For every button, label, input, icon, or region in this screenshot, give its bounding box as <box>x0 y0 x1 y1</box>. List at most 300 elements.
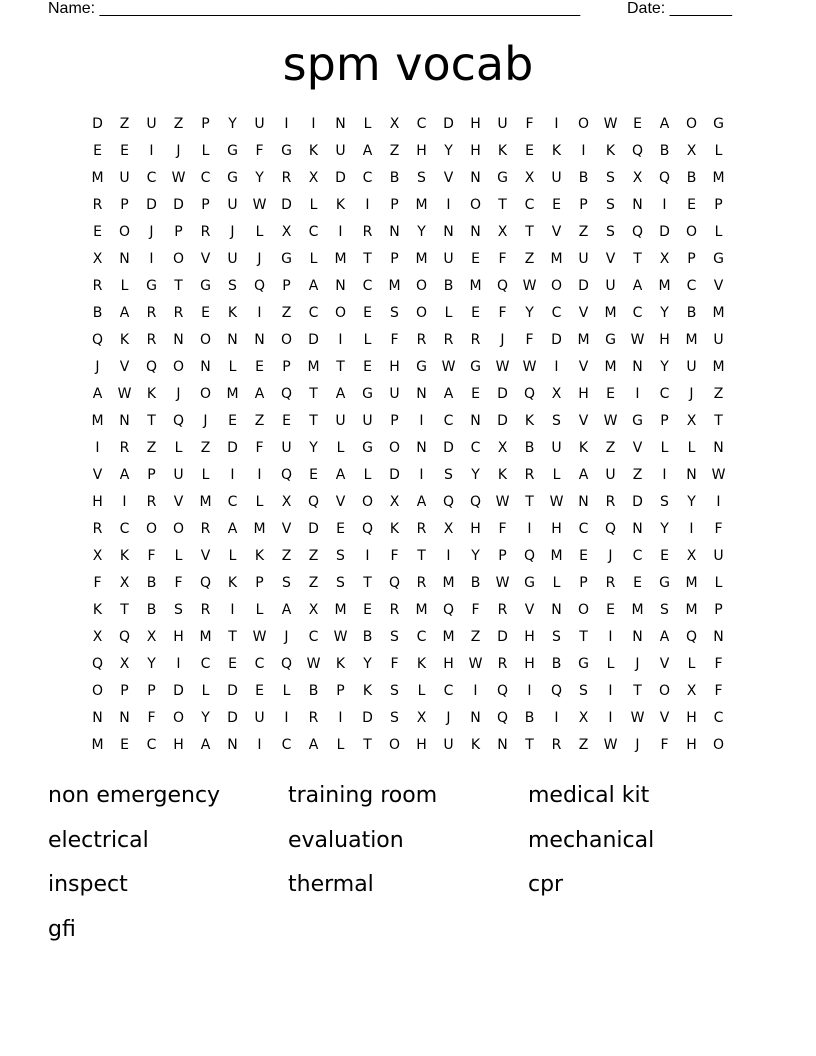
grid-letter: X <box>686 548 697 564</box>
grid-letter: I <box>311 116 316 132</box>
grid-letter: J <box>446 710 451 726</box>
grid-letter: Z <box>281 548 292 564</box>
grid-letter: T <box>525 737 534 753</box>
grid-letter: T <box>498 197 507 213</box>
grid-letter: W <box>495 359 510 375</box>
grid-letter: Y <box>687 494 696 510</box>
grid-letter: Q <box>442 602 455 618</box>
grid-letter: K <box>470 737 481 753</box>
grid-letter: T <box>363 251 372 267</box>
grid-letter: K <box>227 575 238 591</box>
grid-letter: K <box>416 656 427 672</box>
grid-letter: J <box>176 143 181 159</box>
grid-letter: E <box>93 224 102 240</box>
grid-letter: L <box>201 683 210 699</box>
grid-letter: N <box>713 440 724 456</box>
grid-letter: L <box>660 440 669 456</box>
grid-letter: I <box>608 683 613 699</box>
grid-letter: P <box>714 197 723 213</box>
grid-letter: N <box>92 710 103 726</box>
grid-letter: O <box>550 278 563 294</box>
grid-letter: X <box>119 575 130 591</box>
grid-letter: V <box>281 521 292 537</box>
grid-letter: L <box>687 440 696 456</box>
grid-letter: E <box>471 305 480 321</box>
grid-letter: W <box>711 467 726 483</box>
grid-letter: Q <box>685 629 698 645</box>
grid-letter: I <box>554 116 559 132</box>
grid-letter: S <box>390 629 399 645</box>
grid-letter: J <box>284 629 289 645</box>
grid-letter: U <box>497 116 508 132</box>
grid-letter: J <box>95 359 100 375</box>
grid-letter: L <box>309 197 318 213</box>
grid-letter: F <box>147 710 156 726</box>
grid-letter: H <box>551 521 562 537</box>
grid-letter: J <box>230 224 235 240</box>
grid-letter: T <box>363 575 372 591</box>
grid-letter: M <box>415 251 428 267</box>
grid-letter: I <box>554 359 559 375</box>
grid-letter: A <box>119 305 130 321</box>
grid-letter: T <box>525 224 534 240</box>
grid-letter: U <box>227 251 238 267</box>
grid-letter: O <box>91 683 104 699</box>
grid-letter: A <box>254 386 265 402</box>
grid-letter: N <box>254 332 265 348</box>
grid-letter: V <box>443 170 454 186</box>
page-title: spm vocab <box>282 37 534 91</box>
grid-letter: Q <box>361 521 374 537</box>
grid-letter: P <box>201 197 210 213</box>
grid-letter: F <box>390 548 399 564</box>
grid-letter: B <box>146 602 157 618</box>
grid-letter: M <box>712 359 725 375</box>
grid-letter: Z <box>578 737 589 753</box>
grid-letter: H <box>578 386 589 402</box>
grid-letter: X <box>632 170 643 186</box>
grid-letter: L <box>714 224 723 240</box>
grid-letter: M <box>712 305 725 321</box>
grid-letter: R <box>524 467 535 483</box>
grid-letter: T <box>309 386 318 402</box>
grid-letter: M <box>550 251 563 267</box>
grid-letter: U <box>146 116 157 132</box>
grid-letter: D <box>632 494 643 510</box>
grid-letter: L <box>714 143 723 159</box>
grid-letter: N <box>470 224 481 240</box>
grid-letter: R <box>470 332 481 348</box>
grid-letter: I <box>473 683 478 699</box>
grid-letter: C <box>713 710 724 726</box>
grid-letter: E <box>282 413 291 429</box>
grid-letter: Y <box>363 656 372 672</box>
grid-letter: O <box>199 386 212 402</box>
grid-letter: Q <box>91 332 104 348</box>
grid-letter: B <box>659 143 670 159</box>
grid-letter: C <box>146 737 157 753</box>
grid-letter: U <box>173 467 184 483</box>
grid-letter: Q <box>523 548 536 564</box>
grid-letter: Q <box>199 575 212 591</box>
grid-letter: N <box>632 521 643 537</box>
grid-letter: I <box>257 737 262 753</box>
grid-letter: M <box>442 575 455 591</box>
grid-letter: E <box>228 413 237 429</box>
grid-letter: W <box>495 494 510 510</box>
grid-letter: Q <box>604 521 617 537</box>
grid-letter: P <box>255 575 264 591</box>
date-field-label: Date: _______ <box>627 0 732 17</box>
grid-letter: D <box>227 440 238 456</box>
grid-letter: W <box>441 359 456 375</box>
grid-letter: J <box>635 737 640 753</box>
grid-letter: L <box>201 143 210 159</box>
grid-letter: F <box>174 575 183 591</box>
grid-letter: X <box>578 710 589 726</box>
grid-letter: N <box>200 359 211 375</box>
grid-letter: U <box>227 197 238 213</box>
grid-letter: M <box>604 305 617 321</box>
grid-letter: L <box>282 683 291 699</box>
grid-letter: E <box>93 143 102 159</box>
grid-letter: K <box>362 683 373 699</box>
grid-letter: N <box>470 413 481 429</box>
grid-letter: V <box>173 494 184 510</box>
grid-letter: G <box>470 359 481 375</box>
grid-letter: I <box>446 548 451 564</box>
grid-letter: C <box>200 170 211 186</box>
grid-letter: I <box>527 683 532 699</box>
grid-letter: H <box>173 737 184 753</box>
word-list-item: training room <box>288 783 438 808</box>
grid-letter: U <box>281 440 292 456</box>
grid-letter: C <box>308 305 319 321</box>
grid-letter: X <box>497 224 508 240</box>
name-field-label: Name: ______________________________________________________ <box>48 0 581 17</box>
grid-letter: Z <box>146 440 157 456</box>
grid-letter: H <box>686 710 697 726</box>
grid-letter: X <box>281 494 292 510</box>
grid-letter: S <box>552 413 561 429</box>
grid-letter: I <box>608 710 613 726</box>
grid-letter: V <box>632 440 643 456</box>
grid-letter: Z <box>713 386 724 402</box>
grid-letter: Q <box>253 278 266 294</box>
grid-letter: M <box>307 359 320 375</box>
grid-letter: L <box>363 332 372 348</box>
grid-letter: G <box>713 251 724 267</box>
grid-letter: X <box>659 251 670 267</box>
grid-letter: D <box>146 197 157 213</box>
grid-letter: T <box>579 629 588 645</box>
grid-letter: E <box>552 197 561 213</box>
grid-letter: I <box>419 467 424 483</box>
grid-letter: A <box>308 737 319 753</box>
grid-letter: P <box>147 683 156 699</box>
grid-letter: H <box>92 494 103 510</box>
grid-letter: S <box>390 710 399 726</box>
grid-letter: X <box>524 170 535 186</box>
grid-letter: E <box>579 548 588 564</box>
grid-letter: R <box>92 197 103 213</box>
grid-letter: U <box>254 710 265 726</box>
grid-letter: Q <box>631 143 644 159</box>
grid-letter: O <box>118 224 131 240</box>
grid-letter: O <box>388 440 401 456</box>
grid-letter: V <box>659 656 670 672</box>
grid-letter: N <box>389 224 400 240</box>
grid-letter: T <box>120 602 129 618</box>
grid-letter: F <box>498 305 507 321</box>
grid-letter: X <box>389 494 400 510</box>
grid-letter: S <box>579 683 588 699</box>
grid-letter: O <box>577 116 590 132</box>
grid-letter: U <box>605 278 616 294</box>
grid-letter: Q <box>496 683 509 699</box>
grid-letter: G <box>227 143 238 159</box>
grid-letter: M <box>253 521 266 537</box>
grid-letter: W <box>630 710 645 726</box>
grid-letter: D <box>443 440 454 456</box>
grid-letter: G <box>227 170 238 186</box>
grid-letter: C <box>578 521 589 537</box>
grid-letter: X <box>686 683 697 699</box>
grid-letter: D <box>362 710 373 726</box>
grid-letter: E <box>606 602 615 618</box>
grid-letter: M <box>91 737 104 753</box>
grid-letter: O <box>172 710 185 726</box>
grid-letter: I <box>662 467 667 483</box>
grid-letter: Q <box>658 170 671 186</box>
grid-letter: R <box>389 602 400 618</box>
word-list <box>48 777 788 955</box>
grid-letter: X <box>92 251 103 267</box>
grid-letter: X <box>686 413 697 429</box>
grid-letter: U <box>713 548 724 564</box>
grid-letter: K <box>497 143 508 159</box>
grid-letter: I <box>662 197 667 213</box>
grid-letter: F <box>714 683 723 699</box>
grid-letter: O <box>145 521 158 537</box>
grid-letter: P <box>390 413 399 429</box>
grid-letter: O <box>172 521 185 537</box>
grid-letter: M <box>334 251 347 267</box>
grid-letter: V <box>92 467 103 483</box>
grid-letter: F <box>390 656 399 672</box>
grid-letter: D <box>173 197 184 213</box>
grid-letter: I <box>284 710 289 726</box>
grid-letter: V <box>578 413 589 429</box>
grid-letter: C <box>200 656 211 672</box>
grid-letter: N <box>578 494 589 510</box>
grid-letter: S <box>174 602 183 618</box>
word-list-item: evaluation <box>288 827 404 853</box>
grid-letter: F <box>93 575 102 591</box>
grid-letter: Q <box>280 386 293 402</box>
grid-letter: P <box>120 683 129 699</box>
grid-letter: F <box>660 737 669 753</box>
grid-letter: N <box>497 737 508 753</box>
grid-letter: G <box>632 413 643 429</box>
grid-letter: X <box>119 656 130 672</box>
grid-letter: Q <box>307 494 320 510</box>
grid-letter: Z <box>605 440 616 456</box>
grid-letter: M <box>199 494 212 510</box>
grid-letter: V <box>551 224 562 240</box>
grid-letter: V <box>659 710 670 726</box>
grid-letter: P <box>498 548 507 564</box>
grid-letter: Y <box>660 521 669 537</box>
grid-letter: F <box>255 143 264 159</box>
grid-letter: T <box>633 251 642 267</box>
grid-letter: J <box>257 251 262 267</box>
grid-letter: S <box>660 494 669 510</box>
grid-letter: R <box>443 332 454 348</box>
grid-letter: A <box>119 467 130 483</box>
grid-letter: Y <box>471 548 480 564</box>
grid-letter: W <box>522 278 537 294</box>
grid-letter: M <box>469 278 482 294</box>
grid-letter: Y <box>309 440 318 456</box>
grid-letter: O <box>199 332 212 348</box>
grid-letter: L <box>687 656 696 672</box>
grid-letter: A <box>659 629 670 645</box>
grid-letter: A <box>200 737 211 753</box>
grid-letter: D <box>551 332 562 348</box>
grid-letter: K <box>497 467 508 483</box>
grid-letter: R <box>497 656 508 672</box>
grid-letter: S <box>660 602 669 618</box>
grid-letter: F <box>714 656 723 672</box>
grid-letter: Y <box>255 170 264 186</box>
grid-letter: W <box>171 170 186 186</box>
grid-letter: A <box>335 467 346 483</box>
grid-letter: I <box>527 521 532 537</box>
grid-letter: C <box>362 278 373 294</box>
grid-letter: J <box>500 332 505 348</box>
grid-letter: O <box>712 737 725 753</box>
grid-letter: N <box>173 332 184 348</box>
grid-letter: E <box>633 116 642 132</box>
grid-letter: Z <box>470 629 481 645</box>
grid-letter: Q <box>280 467 293 483</box>
grid-letter: E <box>309 467 318 483</box>
grid-letter: D <box>173 683 184 699</box>
grid-letter: Q <box>280 656 293 672</box>
grid-letter: I <box>419 413 424 429</box>
word-list-item: gfi <box>48 916 76 942</box>
grid-letter: N <box>227 737 238 753</box>
grid-letter: D <box>497 386 508 402</box>
grid-letter: V <box>200 548 211 564</box>
grid-letter: N <box>335 116 346 132</box>
grid-letter: B <box>389 170 400 186</box>
grid-letter: R <box>119 440 130 456</box>
grid-letter: K <box>146 386 157 402</box>
grid-letter: B <box>470 575 481 591</box>
grid-letter: W <box>495 575 510 591</box>
grid-letter: S <box>552 629 561 645</box>
grid-letter: T <box>174 278 183 294</box>
grid-letter: I <box>95 440 100 456</box>
grid-letter: Y <box>660 359 669 375</box>
grid-letter: D <box>227 683 238 699</box>
grid-letter: I <box>338 710 343 726</box>
grid-letter: X <box>551 386 562 402</box>
grid-letter: L <box>201 467 210 483</box>
grid-letter: P <box>714 602 723 618</box>
grid-letter: E <box>606 386 615 402</box>
grid-letter: D <box>443 116 454 132</box>
grid-letter: M <box>442 629 455 645</box>
grid-letter: L <box>174 440 183 456</box>
grid-letter: F <box>525 116 534 132</box>
grid-letter: O <box>685 224 698 240</box>
grid-letter: V <box>578 305 589 321</box>
grid-letter: R <box>200 602 211 618</box>
grid-letter: L <box>336 440 345 456</box>
grid-letter: I <box>689 521 694 537</box>
grid-letter: V <box>335 494 346 510</box>
grid-letter: M <box>631 602 644 618</box>
grid-letter: M <box>685 575 698 591</box>
grid-letter: G <box>578 656 589 672</box>
grid-letter: C <box>470 440 481 456</box>
grid-letter: U <box>578 251 589 267</box>
grid-letter: I <box>338 224 343 240</box>
grid-letter: D <box>497 413 508 429</box>
grid-letter: Q <box>118 629 131 645</box>
grid-letter: L <box>120 278 129 294</box>
grid-letter: Y <box>444 143 453 159</box>
grid-letter: W <box>333 629 348 645</box>
grid-letter: C <box>659 386 670 402</box>
grid-letter: R <box>362 224 373 240</box>
grid-letter: U <box>335 413 346 429</box>
grid-letter: X <box>308 170 319 186</box>
grid-letter: C <box>146 170 157 186</box>
grid-letter: F <box>147 548 156 564</box>
word-list-item: thermal <box>288 872 374 897</box>
grid-letter: R <box>92 278 103 294</box>
grid-letter: D <box>281 197 292 213</box>
grid-letter: A <box>578 467 589 483</box>
grid-letter: C <box>443 413 454 429</box>
grid-letter: M <box>226 386 239 402</box>
grid-letter: S <box>336 575 345 591</box>
grid-letter: P <box>174 224 183 240</box>
grid-letter: J <box>203 413 208 429</box>
grid-letter: U <box>713 332 724 348</box>
grid-letter: X <box>146 629 157 645</box>
grid-letter: N <box>632 359 643 375</box>
grid-letter: N <box>119 251 130 267</box>
grid-letter: N <box>632 197 643 213</box>
grid-letter: R <box>605 575 616 591</box>
grid-letter: I <box>338 332 343 348</box>
grid-letter: L <box>228 359 237 375</box>
grid-letter: W <box>306 656 321 672</box>
grid-letter: I <box>122 494 127 510</box>
grid-letter: L <box>255 494 264 510</box>
grid-letter: R <box>146 305 157 321</box>
grid-letter: E <box>201 305 210 321</box>
grid-letter: U <box>551 170 562 186</box>
grid-letter: Q <box>550 683 563 699</box>
grid-letter: O <box>469 197 482 213</box>
grid-letter: K <box>119 332 130 348</box>
